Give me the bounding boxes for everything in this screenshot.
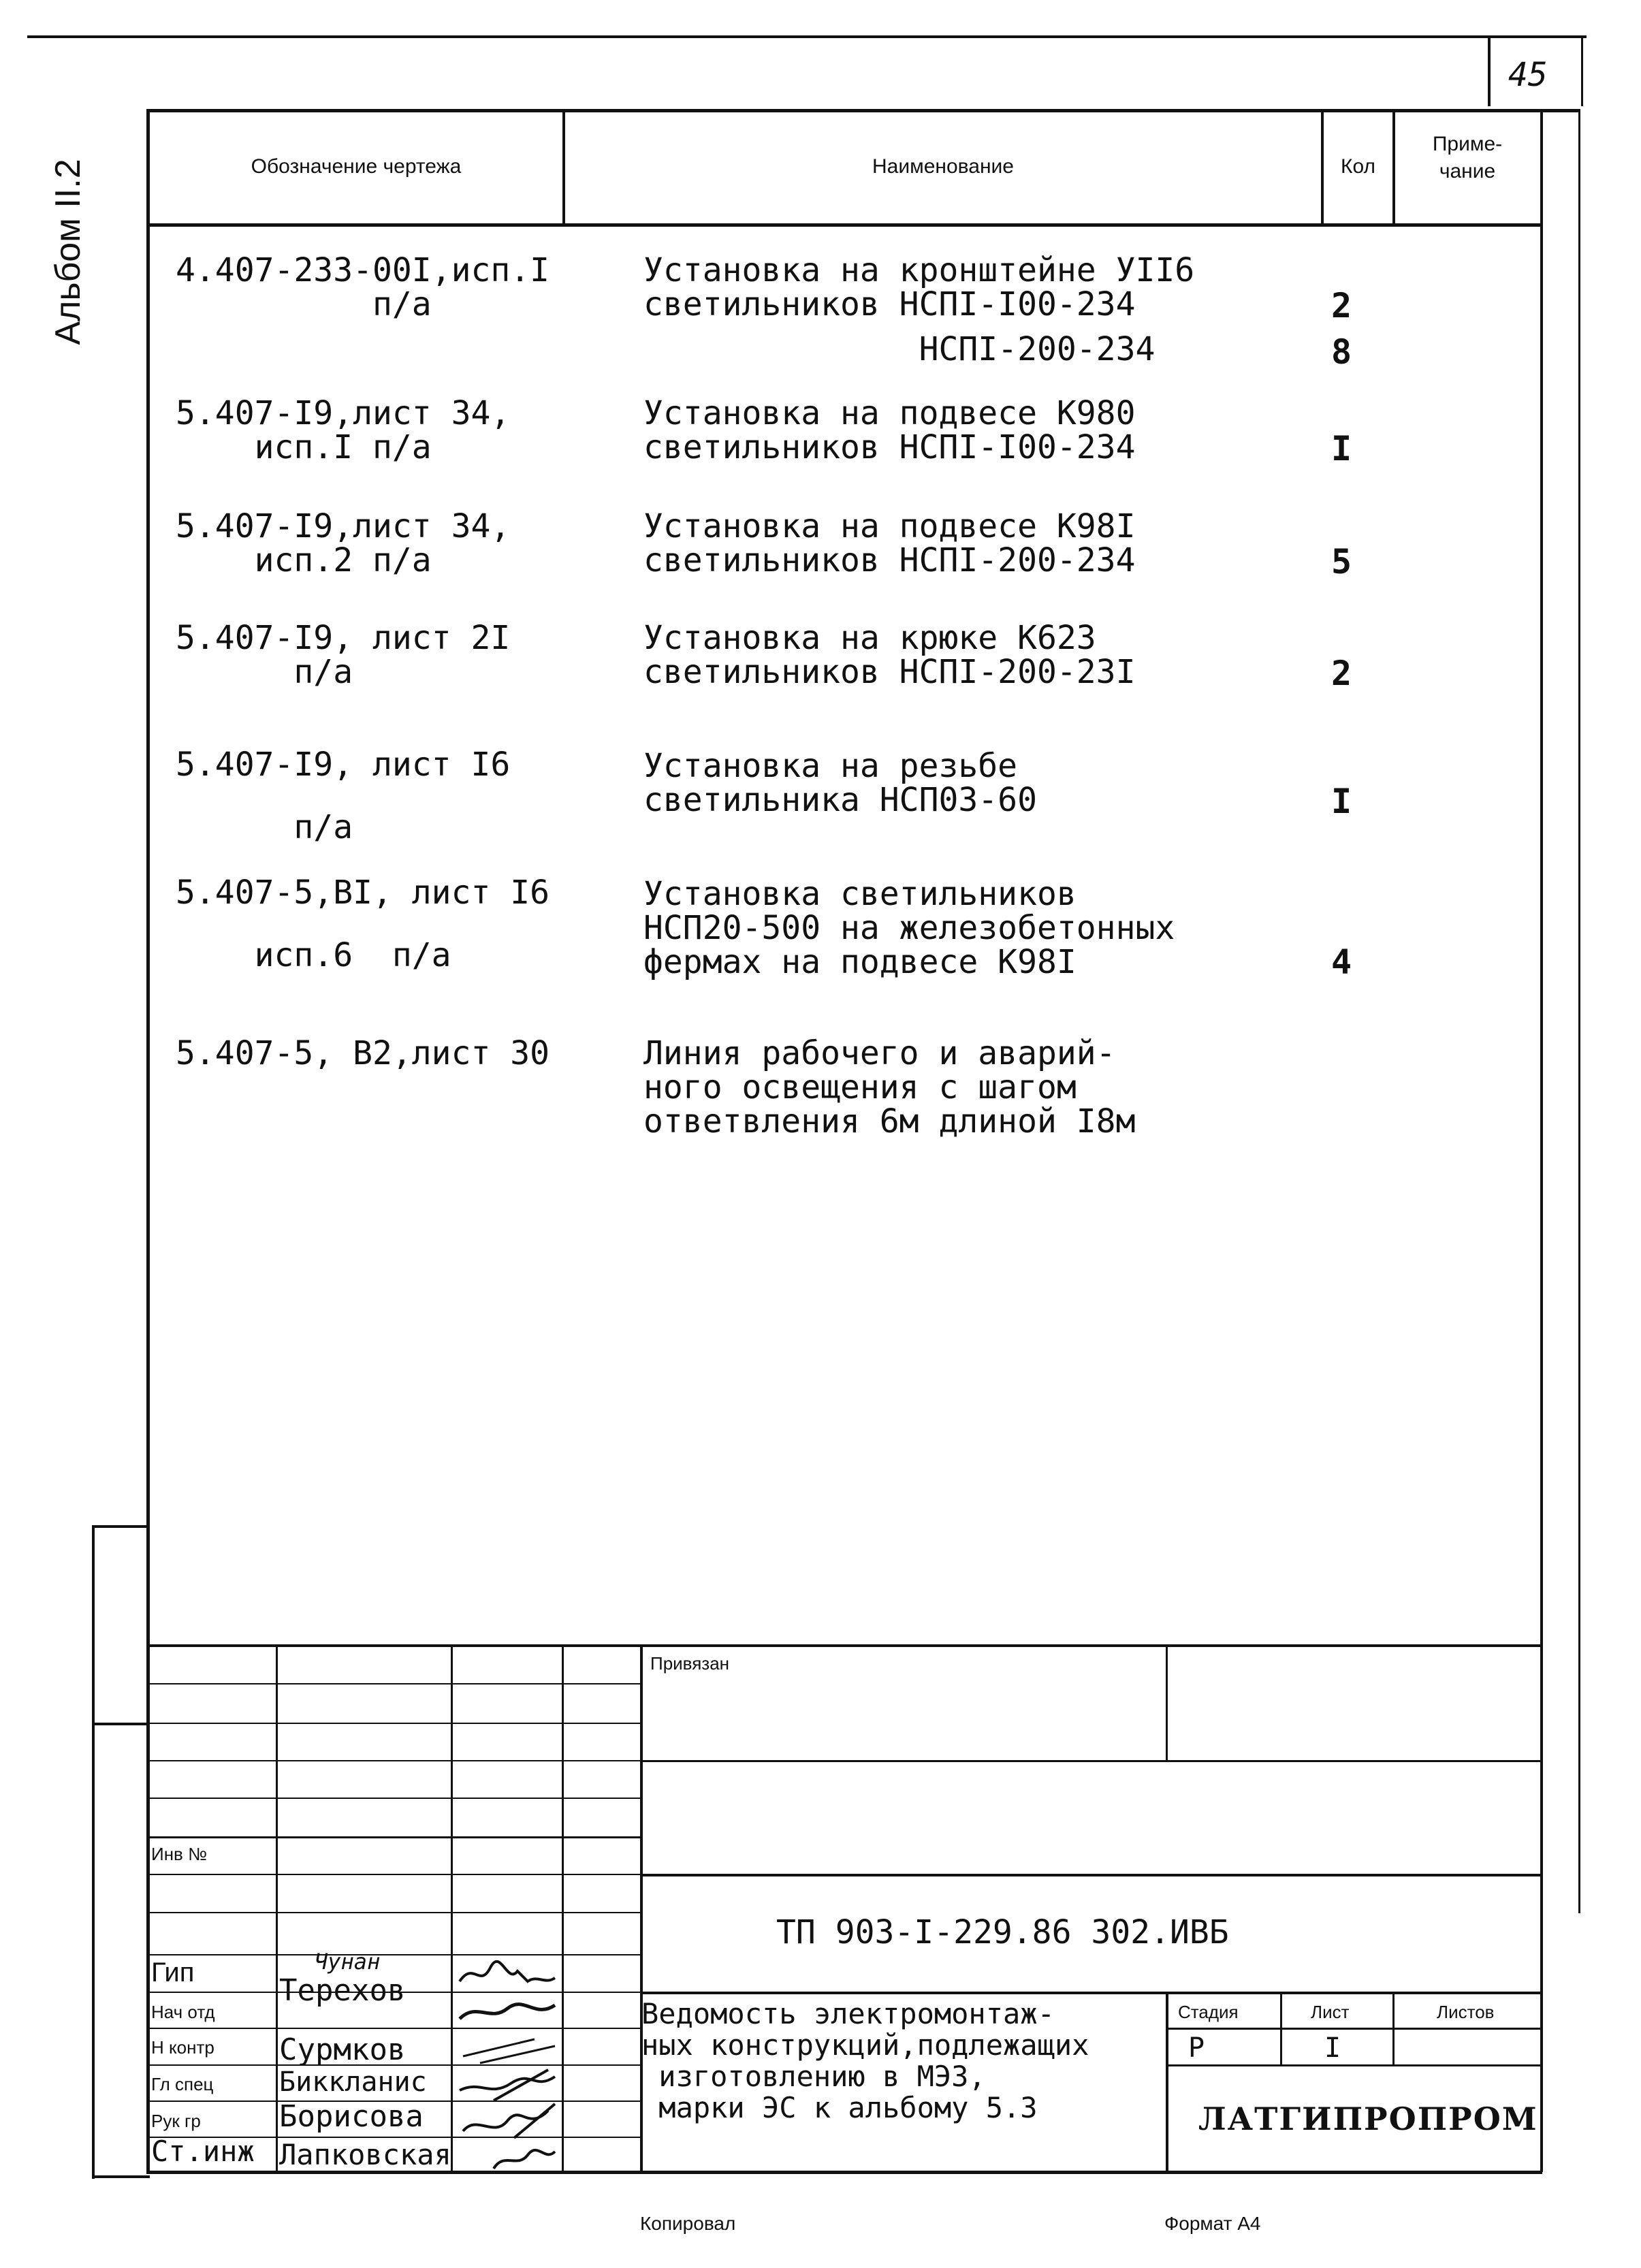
tb-privyazan-divider [1166,1644,1168,1760]
row-6-qty: 4 [1331,942,1352,982]
tb-stage-col-1 [1280,1992,1282,2064]
row-4-qty: 2 [1331,654,1352,693]
copied-label: Копировал [640,2213,736,2234]
row-5-name: Установка на резьбе светильника НСП03-60 [643,747,1037,819]
row-6-name: Установка светильников НСП20-500 на железобетонных фермах на подвесе К98I [643,875,1175,981]
frame-left [146,109,150,2172]
doc-title: Ведомость электромонтаж- ных конструкций,подлежащих изготовлению в МЭЗ, марки ЭС к альбому 5.3 [641,1997,1089,2124]
tb-top [146,1644,1542,1647]
margin-mark-3 [92,1525,95,2179]
tb-row-5 [146,1836,640,1838]
tb-stage-col-2 [1392,1992,1395,2064]
organization-name: ЛАТГИПРОПРОМ [1198,2101,1538,2137]
margin-mark-2 [92,1723,150,1725]
signatures [453,1954,565,2172]
page-number: 45 [1508,56,1548,94]
row-1-designation: 4.407-233-00I,исп.I п/а [176,251,550,323]
row-6-designation: 5.407-5,ВI, лист I6 исп.6 п/а [176,874,550,974]
tb-privyazan-bottom [640,1760,1542,1762]
name-nach-otd: Терехов [279,1973,406,2008]
header-designation: Обозначение чертежа [251,155,462,178]
stage-value: Р [1188,2032,1205,2064]
album-label: Альбом II.2 [48,159,88,345]
row-3-qty: 5 [1331,542,1352,581]
header-bottom-rule [146,223,1542,227]
role-nach-otd: Нач отд [151,2002,215,2022]
format-label: Формат А4 [1164,2213,1261,2234]
row-5-qty: I [1331,782,1352,821]
row-7-designation: 5.407-5, В2,лист 30 [176,1034,550,1072]
row-3-designation: 5.407-I9,лист 34, исп.2 п/а [176,507,511,579]
role-st-inzh: Ст.инж [151,2135,255,2168]
frame-top [146,109,1580,112]
sheets-label: Листов [1437,2002,1495,2022]
tb-row-10 [146,2028,640,2029]
header-qty: Кол [1340,155,1375,178]
row-1-name: Установка на кронштейне УII6 светильников НСПI-I00-234 [643,251,1195,323]
name-gip: Чунан [315,1949,381,1975]
col-divider-3 [1392,109,1395,226]
margin-mark-4 [92,2175,150,2178]
row-1-qty: 2 [1331,286,1352,325]
page-number-box-right [1581,38,1583,106]
tb-stage-row-1 [1166,2028,1542,2030]
tb-row-6 [146,1874,640,1875]
sheet-label: Лист [1311,2002,1350,2022]
name-gl-spec: Биккланис [279,2066,427,2098]
row-1b-qty: 8 [1331,332,1352,372]
inv-label: Инв № [151,1844,207,1864]
row-4-designation: 5.407-I9, лист 2I п/а [176,619,511,691]
header-note: Приме- чание [1432,133,1503,182]
tb-row-8 [146,1954,640,1955]
tb-code-bottom [640,1992,1542,1994]
margin-mark-1 [92,1525,150,1528]
row-3-name: Установка на подвесе К98I светильников НСПI-200-234 [643,507,1136,579]
row-7-name: Линия рабочего и аварий- ного освещения с шагом ответвления 6м длиной I8м [643,1034,1136,1140]
name-n-kontr: Сурмков [279,2032,406,2067]
name-ruk-gr: Борисова [279,2099,424,2134]
tb-stage-divider [1166,1992,1168,2172]
row-1b-name: НСПI-200-234 [643,330,1156,368]
privyazan-label: Привязан [650,1653,730,1674]
row-2-qty: I [1331,429,1352,468]
tb-row-7 [146,1912,640,1913]
doc-code: ТП 903-I-229.86 302.ИВБ [776,1913,1229,1951]
tb-row-2 [146,1723,640,1724]
row-5-designation: 5.407-I9, лист I6 п/а [176,746,511,846]
tb-row-4 [146,1798,640,1799]
row-2-designation: 5.407-I9,лист 34, исп.I п/а [176,394,511,466]
row-2-name: Установка на подвесе К980 светильников НСПI-I00-234 [643,394,1136,466]
role-gl-spec: Гл спец [151,2074,214,2094]
role-ruk-gr: Рук гр [151,2111,201,2131]
page-number-box-left [1488,38,1491,106]
row-4-name: Установка на крюке К623 светильников НСПI-200-23I [643,619,1136,691]
name-st-inzh: Лапковская [279,2138,451,2171]
stage-label: Стадия [1178,2002,1239,2022]
tb-stage-row-2 [1166,2064,1542,2066]
header-name: Наименование [872,155,1014,178]
top-rule [27,35,1587,38]
role-gip: Гип [151,1958,195,1987]
tb-row-3 [146,1760,640,1761]
tb-code-top [640,1874,1542,1876]
frame-right-inner [1540,109,1543,2172]
role-n-kontr: Н контр [151,2037,214,2058]
sheet-value: I [1324,2032,1341,2064]
frame-right-outer [1578,109,1580,1913]
tb-row-1 [146,1683,640,1684]
